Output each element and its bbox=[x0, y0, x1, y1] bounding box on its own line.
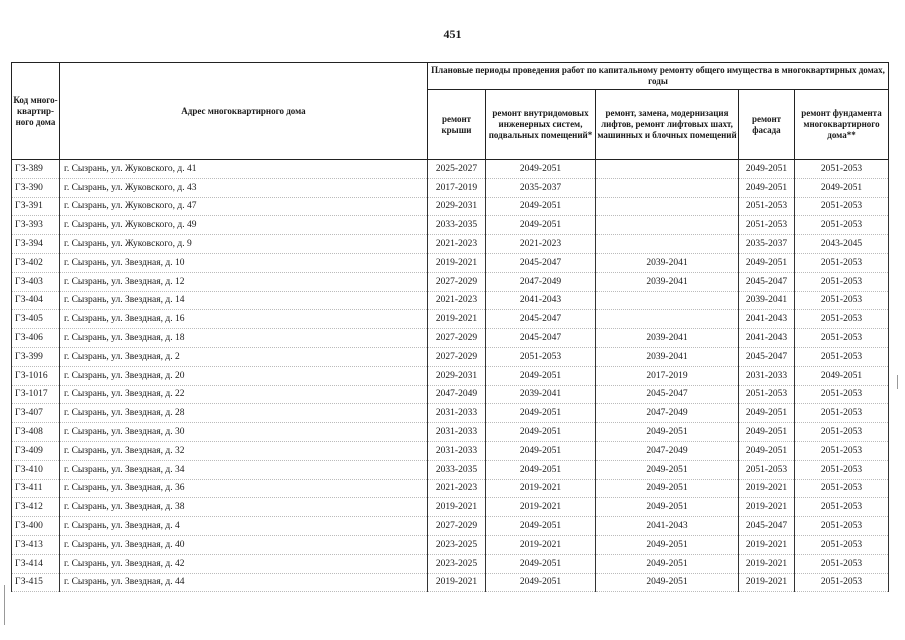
cell-facade: 2041-2043 bbox=[739, 329, 795, 348]
cell-elevators: 2039-2041 bbox=[596, 253, 739, 272]
cell-address: г. Сызрань, ул. Жуковского, д. 9 bbox=[60, 235, 428, 254]
cell-facade: 2019-2021 bbox=[739, 554, 795, 573]
cell-address: г. Сызрань, ул. Звездная, д. 2 bbox=[60, 347, 428, 366]
cell-foundation: 2051-2053 bbox=[795, 517, 889, 536]
table-row bbox=[12, 366, 889, 385]
table-row bbox=[12, 235, 889, 254]
cell-elevators bbox=[596, 178, 739, 197]
cell-foundation: 2049-2051 bbox=[795, 178, 889, 197]
cell-roof: 2033-2035 bbox=[428, 460, 486, 479]
cell-code: ГЗ-390 bbox=[12, 178, 60, 197]
scan-artifact bbox=[897, 375, 898, 389]
cell-roof: 2023-2025 bbox=[428, 554, 486, 573]
cell-roof: 2029-2031 bbox=[428, 197, 486, 216]
cell-foundation: 2043-2045 bbox=[795, 235, 889, 254]
cell-address: г. Сызрань, ул. Звездная, д. 28 bbox=[60, 404, 428, 423]
cell-code: ГЗ-406 bbox=[12, 329, 60, 348]
cell-elevators: 2047-2049 bbox=[596, 404, 739, 423]
cell-address: г. Сызрань, ул. Звездная, д. 12 bbox=[60, 272, 428, 291]
cell-foundation: 2051-2053 bbox=[795, 404, 889, 423]
cell-engineering: 2045-2047 bbox=[486, 329, 596, 348]
cell-code: ГЗ-391 bbox=[12, 197, 60, 216]
cell-foundation: 2051-2053 bbox=[795, 479, 889, 498]
cell-foundation: 2051-2053 bbox=[795, 160, 889, 179]
cell-elevators: 2017-2019 bbox=[596, 366, 739, 385]
cell-code: ГЗ-414 bbox=[12, 554, 60, 573]
cell-facade: 2019-2021 bbox=[739, 535, 795, 554]
cell-address: г. Сызрань, ул. Звездная, д. 34 bbox=[60, 460, 428, 479]
table-row bbox=[12, 347, 889, 366]
cell-elevators bbox=[596, 160, 739, 179]
cell-engineering: 2049-2051 bbox=[486, 441, 596, 460]
cell-address: г. Сызрань, ул. Жуковского, д. 41 bbox=[60, 160, 428, 179]
cell-engineering: 2049-2051 bbox=[486, 160, 596, 179]
cell-foundation: 2051-2053 bbox=[795, 535, 889, 554]
cell-facade: 2051-2053 bbox=[739, 197, 795, 216]
cell-roof: 2027-2029 bbox=[428, 347, 486, 366]
table-row bbox=[12, 423, 889, 442]
cell-roof: 2021-2023 bbox=[428, 291, 486, 310]
header-roof: ремонт крыши bbox=[428, 90, 486, 160]
cell-engineering: 2045-2047 bbox=[486, 310, 596, 329]
cell-foundation: 2051-2053 bbox=[795, 291, 889, 310]
cell-roof: 2047-2049 bbox=[428, 385, 486, 404]
cell-roof: 2019-2021 bbox=[428, 498, 486, 517]
cell-facade: 2049-2051 bbox=[739, 404, 795, 423]
cell-code: ГЗ-407 bbox=[12, 404, 60, 423]
cell-engineering: 2041-2043 bbox=[486, 291, 596, 310]
cell-code: ГЗ-393 bbox=[12, 216, 60, 235]
repair-schedule-table bbox=[11, 62, 889, 592]
cell-facade: 2019-2021 bbox=[739, 479, 795, 498]
cell-code: ГЗ-403 bbox=[12, 272, 60, 291]
cell-engineering: 2019-2021 bbox=[486, 498, 596, 517]
cell-foundation: 2051-2053 bbox=[795, 197, 889, 216]
table-row bbox=[12, 291, 889, 310]
cell-roof: 2017-2019 bbox=[428, 178, 486, 197]
cell-facade: 2039-2041 bbox=[739, 291, 795, 310]
cell-address: г. Сызрань, ул. Звездная, д. 22 bbox=[60, 385, 428, 404]
cell-facade: 2051-2053 bbox=[739, 216, 795, 235]
cell-roof: 2031-2033 bbox=[428, 404, 486, 423]
cell-facade: 2049-2051 bbox=[739, 253, 795, 272]
cell-elevators: 2039-2041 bbox=[596, 272, 739, 291]
cell-code: ГЗ-405 bbox=[12, 310, 60, 329]
scan-artifact bbox=[4, 585, 5, 625]
cell-engineering: 2019-2021 bbox=[486, 479, 596, 498]
cell-foundation: 2051-2053 bbox=[795, 498, 889, 517]
table-row bbox=[12, 404, 889, 423]
cell-address: г. Сызрань, ул. Звездная, д. 20 bbox=[60, 366, 428, 385]
cell-elevators: 2045-2047 bbox=[596, 385, 739, 404]
cell-elevators: 2049-2051 bbox=[596, 554, 739, 573]
cell-facade: 2049-2051 bbox=[739, 441, 795, 460]
cell-elevators bbox=[596, 235, 739, 254]
cell-facade: 2041-2043 bbox=[739, 310, 795, 329]
table-row bbox=[12, 385, 889, 404]
cell-foundation: 2051-2053 bbox=[795, 460, 889, 479]
cell-foundation: 2051-2053 bbox=[795, 310, 889, 329]
cell-elevators: 2049-2051 bbox=[596, 460, 739, 479]
cell-elevators bbox=[596, 310, 739, 329]
cell-roof: 2019-2021 bbox=[428, 573, 486, 592]
table-row bbox=[12, 479, 889, 498]
cell-engineering: 2049-2051 bbox=[486, 517, 596, 536]
cell-engineering: 2049-2051 bbox=[486, 404, 596, 423]
cell-code: ГЗ-389 bbox=[12, 160, 60, 179]
cell-code: ГЗ-1017 bbox=[12, 385, 60, 404]
cell-code: ГЗ-415 bbox=[12, 573, 60, 592]
cell-facade: 2019-2021 bbox=[739, 573, 795, 592]
cell-roof: 2021-2023 bbox=[428, 479, 486, 498]
cell-roof: 2027-2029 bbox=[428, 272, 486, 291]
cell-roof: 2025-2027 bbox=[428, 160, 486, 179]
table-row bbox=[12, 535, 889, 554]
cell-roof: 2033-2035 bbox=[428, 216, 486, 235]
cell-address: г. Сызрань, ул. Звездная, д. 4 bbox=[60, 517, 428, 536]
cell-roof: 2029-2031 bbox=[428, 366, 486, 385]
cell-facade: 2035-2037 bbox=[739, 235, 795, 254]
cell-elevators bbox=[596, 197, 739, 216]
cell-code: ГЗ-412 bbox=[12, 498, 60, 517]
cell-engineering: 2039-2041 bbox=[486, 385, 596, 404]
cell-address: г. Сызрань, ул. Жуковского, д. 43 bbox=[60, 178, 428, 197]
table-row bbox=[12, 197, 889, 216]
header-code: Код много-квартир-ного дома bbox=[12, 63, 60, 160]
table-row bbox=[12, 517, 889, 536]
cell-code: ГЗ-402 bbox=[12, 253, 60, 272]
cell-facade: 2051-2053 bbox=[739, 385, 795, 404]
cell-elevators: 2049-2051 bbox=[596, 423, 739, 442]
cell-code: ГЗ-399 bbox=[12, 347, 60, 366]
header-engineering: ремонт внутридомовых инженерных систем, подвальных помещений* bbox=[486, 90, 596, 160]
table-row bbox=[12, 310, 889, 329]
cell-foundation: 2051-2053 bbox=[795, 385, 889, 404]
cell-foundation: 2051-2053 bbox=[795, 272, 889, 291]
cell-facade: 2045-2047 bbox=[739, 517, 795, 536]
cell-foundation: 2049-2051 bbox=[795, 366, 889, 385]
cell-foundation: 2051-2053 bbox=[795, 423, 889, 442]
cell-engineering: 2021-2023 bbox=[486, 235, 596, 254]
cell-facade: 2031-2033 bbox=[739, 366, 795, 385]
cell-address: г. Сызрань, ул. Звездная, д. 38 bbox=[60, 498, 428, 517]
cell-address: г. Сызрань, ул. Звездная, д. 42 bbox=[60, 554, 428, 573]
cell-elevators: 2049-2051 bbox=[596, 573, 739, 592]
cell-foundation: 2051-2053 bbox=[795, 554, 889, 573]
cell-address: г. Сызрань, ул. Звездная, д. 44 bbox=[60, 573, 428, 592]
table-row bbox=[12, 178, 889, 197]
cell-engineering: 2049-2051 bbox=[486, 423, 596, 442]
cell-engineering: 2049-2051 bbox=[486, 197, 596, 216]
cell-facade: 2049-2051 bbox=[739, 160, 795, 179]
cell-foundation: 2051-2053 bbox=[795, 253, 889, 272]
cell-address: г. Сызрань, ул. Жуковского, д. 47 bbox=[60, 197, 428, 216]
cell-foundation: 2051-2053 bbox=[795, 216, 889, 235]
cell-roof: 2031-2033 bbox=[428, 423, 486, 442]
cell-code: ГЗ-404 bbox=[12, 291, 60, 310]
cell-facade: 2051-2053 bbox=[739, 460, 795, 479]
header-periods: Плановые периоды проведения работ по капитальному ремонту общего имущества в многоквартирных домах, годы bbox=[428, 63, 889, 90]
cell-roof: 2023-2025 bbox=[428, 535, 486, 554]
cell-engineering: 2035-2037 bbox=[486, 178, 596, 197]
cell-facade: 2019-2021 bbox=[739, 498, 795, 517]
cell-code: ГЗ-409 bbox=[12, 441, 60, 460]
cell-code: ГЗ-413 bbox=[12, 535, 60, 554]
cell-engineering: 2049-2051 bbox=[486, 460, 596, 479]
cell-elevators: 2049-2051 bbox=[596, 479, 739, 498]
table-row bbox=[12, 573, 889, 592]
cell-foundation: 2051-2053 bbox=[795, 347, 889, 366]
cell-address: г. Сызрань, ул. Звездная, д. 14 bbox=[60, 291, 428, 310]
header-foundation: ремонт фундамента многоквартирного дома** bbox=[795, 90, 889, 160]
cell-roof: 2031-2033 bbox=[428, 441, 486, 460]
cell-roof: 2027-2029 bbox=[428, 329, 486, 348]
cell-foundation: 2051-2053 bbox=[795, 573, 889, 592]
table-row bbox=[12, 460, 889, 479]
cell-address: г. Сызрань, ул. Звездная, д. 30 bbox=[60, 423, 428, 442]
cell-engineering: 2019-2021 bbox=[486, 535, 596, 554]
cell-facade: 2045-2047 bbox=[739, 272, 795, 291]
cell-facade: 2045-2047 bbox=[739, 347, 795, 366]
cell-code: ГЗ-1016 bbox=[12, 366, 60, 385]
cell-address: г. Сызрань, ул. Звездная, д. 10 bbox=[60, 253, 428, 272]
cell-elevators bbox=[596, 216, 739, 235]
table-row bbox=[12, 498, 889, 517]
cell-roof: 2027-2029 bbox=[428, 517, 486, 536]
table-row bbox=[12, 554, 889, 573]
table-row bbox=[12, 272, 889, 291]
cell-engineering: 2049-2051 bbox=[486, 216, 596, 235]
cell-address: г. Сызрань, ул. Жуковского, д. 49 bbox=[60, 216, 428, 235]
page-number: 451 bbox=[443, 27, 462, 41]
cell-elevators: 2041-2043 bbox=[596, 517, 739, 536]
cell-engineering: 2049-2051 bbox=[486, 554, 596, 573]
cell-address: г. Сызрань, ул. Звездная, д. 16 bbox=[60, 310, 428, 329]
table-row bbox=[12, 216, 889, 235]
cell-facade: 2049-2051 bbox=[739, 423, 795, 442]
cell-address: г. Сызрань, ул. Звездная, д. 40 bbox=[60, 535, 428, 554]
cell-code: ГЗ-400 bbox=[12, 517, 60, 536]
cell-elevators bbox=[596, 291, 739, 310]
cell-elevators: 2047-2049 bbox=[596, 441, 739, 460]
cell-elevators: 2039-2041 bbox=[596, 329, 739, 348]
table-row bbox=[12, 441, 889, 460]
cell-roof: 2019-2021 bbox=[428, 253, 486, 272]
table-row bbox=[12, 160, 889, 179]
table-row bbox=[12, 329, 889, 348]
table-header bbox=[12, 63, 889, 160]
cell-facade: 2049-2051 bbox=[739, 178, 795, 197]
cell-address: г. Сызрань, ул. Звездная, д. 18 bbox=[60, 329, 428, 348]
cell-elevators: 2049-2051 bbox=[596, 498, 739, 517]
cell-foundation: 2051-2053 bbox=[795, 441, 889, 460]
cell-roof: 2021-2023 bbox=[428, 235, 486, 254]
cell-code: ГЗ-408 bbox=[12, 423, 60, 442]
cell-code: ГЗ-410 bbox=[12, 460, 60, 479]
header-address: Адрес многоквартирного дома bbox=[60, 63, 428, 160]
cell-address: г. Сызрань, ул. Звездная, д. 36 bbox=[60, 479, 428, 498]
cell-elevators: 2049-2051 bbox=[596, 535, 739, 554]
cell-code: ГЗ-411 bbox=[12, 479, 60, 498]
table-row bbox=[12, 253, 889, 272]
header-elevators: ремонт, замена, модернизация лифтов, ремонт лифтовых шахт, машинных и блочных помещений bbox=[596, 90, 739, 160]
cell-foundation: 2051-2053 bbox=[795, 329, 889, 348]
cell-engineering: 2047-2049 bbox=[486, 272, 596, 291]
cell-code: ГЗ-394 bbox=[12, 235, 60, 254]
cell-roof: 2019-2021 bbox=[428, 310, 486, 329]
cell-engineering: 2049-2051 bbox=[486, 366, 596, 385]
table-body bbox=[12, 160, 889, 592]
cell-address: г. Сызрань, ул. Звездная, д. 32 bbox=[60, 441, 428, 460]
cell-elevators: 2039-2041 bbox=[596, 347, 739, 366]
cell-engineering: 2051-2053 bbox=[486, 347, 596, 366]
header-facade: ремонт фасада bbox=[739, 90, 795, 160]
cell-engineering: 2045-2047 bbox=[486, 253, 596, 272]
cell-engineering: 2049-2051 bbox=[486, 573, 596, 592]
